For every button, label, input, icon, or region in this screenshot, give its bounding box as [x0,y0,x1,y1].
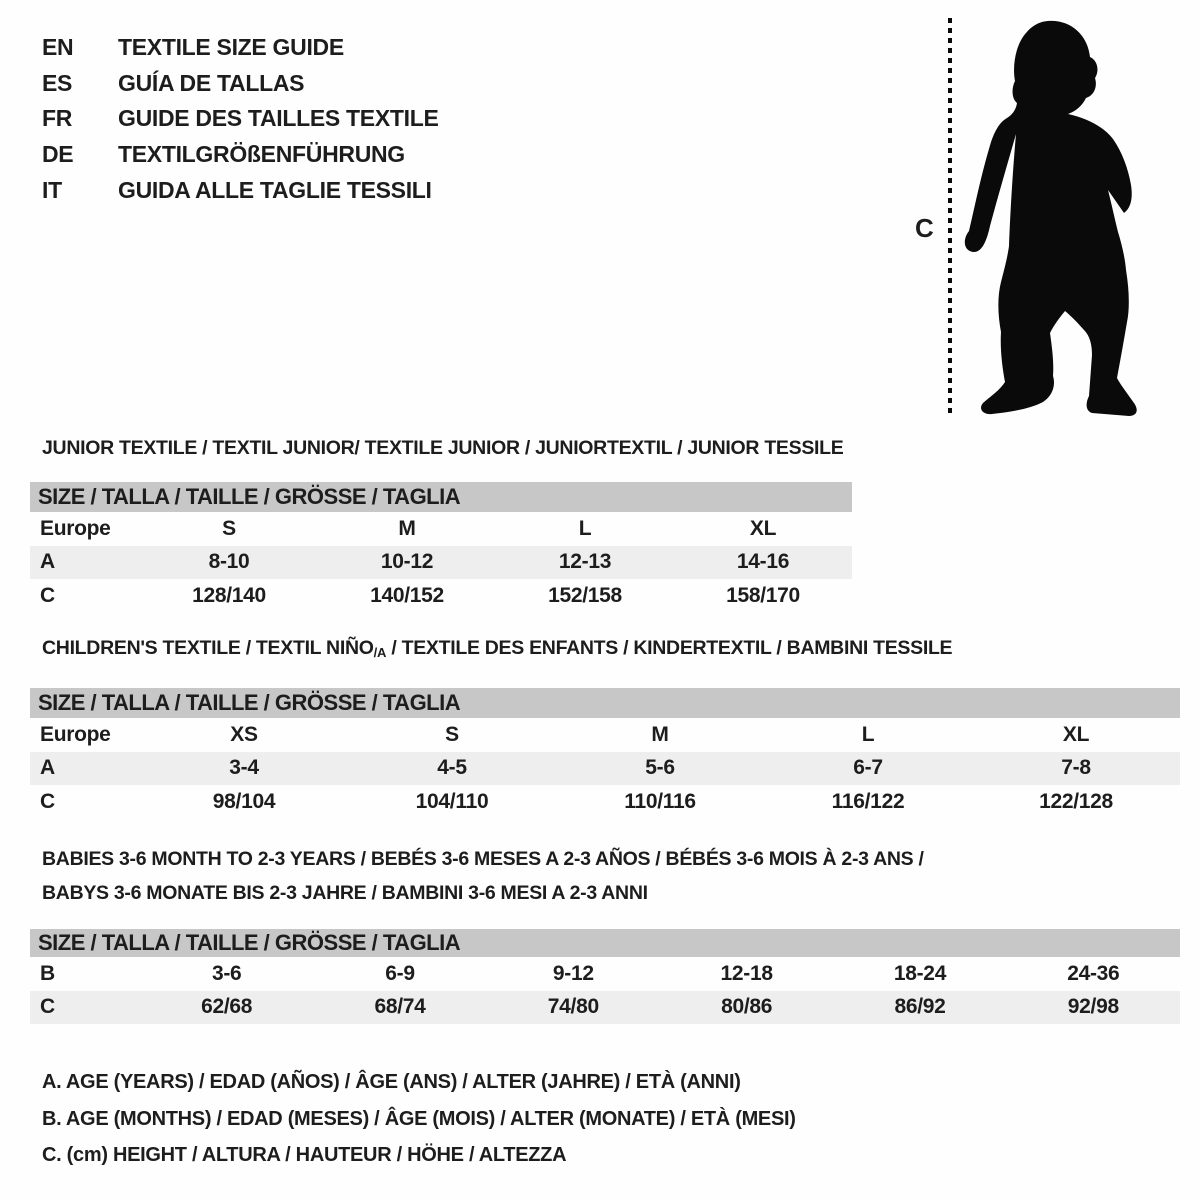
row-label: Europe [40,516,111,540]
table-row [30,546,852,580]
row-label: C [40,583,55,607]
language-row [42,66,439,102]
height-cell: 122/128 [1039,789,1113,813]
junior-size-table [30,482,852,613]
language-code: FR [42,105,73,132]
babies-title-line2: BABYS 3-6 MONATE BIS 2-3 JAHRE / BAMBINI 3-6 MESI A 2-3 ANNI [42,881,648,904]
age-cell: 18-24 [893,961,947,985]
height-cell: 128/140 [192,583,266,607]
height-cell: 140/152 [370,583,444,607]
height-cell: 86/92 [833,991,1006,1025]
footnote-c: C. (cm) HEIGHT / ALTURA / HAUTEUR / HÖHE / ALTEZZA [42,1144,567,1166]
footnote-b: B. AGE (MONTHS) / EDAD (MESES) / ÂGE (MOIS) / ALTER (MONATE) / ETÀ (MESI) [42,1107,796,1130]
footnote-a: A. AGE (YEARS) / EDAD (AÑOS) / ÂGE (ANS) / ALTER (JAHRE) / ETÀ (ANNI) [42,1071,741,1093]
language-title: TEXTILGRÖßENFÜHRUNG [118,141,405,168]
age-cell: 12-18 [720,961,773,985]
children-size-table [30,688,1180,819]
babies-title-line1: BABIES 3-6 MONTH TO 2-3 YEARS / BEBÉS 3-6 MESES A 2-3 AÑOS / BÉBÉS 3-6 MOIS À 2-3 ANS / [42,848,924,870]
language-code: ES [42,69,73,96]
height-cell: 92/98 [1007,991,1180,1025]
children-title-text: / TEXTILE DES ENFANTS / KINDERTEXTIL / BAMBINI TESSILE [386,637,953,659]
age-cell: 12-13 [496,546,674,580]
language-row [42,30,439,66]
footnote-legend [42,1064,796,1174]
age-cell: 6-7 [764,752,972,786]
size-cell: M [651,722,669,746]
language-title: GUIDE DES TAILLES TEXTILE [118,105,439,132]
table-row [30,752,1180,786]
table-row [30,579,852,613]
size-cell: XS [230,722,258,746]
size-cell: L [861,722,875,746]
height-measure-label: C [915,213,934,243]
height-cell: 110/116 [624,789,696,813]
row-label: Europe [40,722,111,746]
size-cell: S [222,516,236,540]
table-row [30,991,1180,1025]
junior-section-title: JUNIOR TEXTILE / TEXTIL JUNIOR/ TEXTILE JUNIOR / JUNIORTEXTIL / JUNIOR TESSILE [42,437,844,459]
size-header-bar: SIZE / TALLA / TAILLE / GRÖSSE / TAGLIA [30,482,852,512]
children-title-subscript: /A [373,645,387,660]
size-header-bar: SIZE / TALLA / TAILLE / GRÖSSE / TAGLIA [30,929,1180,957]
height-cell: 80/86 [660,991,833,1025]
row-label: C [30,991,140,1025]
table-row [30,512,852,546]
babies-section-title [42,843,924,910]
row-label: A [30,752,140,786]
height-cell: 158/170 [726,583,800,607]
age-cell: 8-10 [140,546,318,580]
row-label: A [30,546,140,580]
age-cell: 10-12 [318,546,496,580]
height-cell: 62/68 [140,991,313,1025]
table-row [30,718,1180,752]
age-cell: 4-5 [348,752,556,786]
babies-size-table [30,929,1180,1024]
language-code: DE [42,141,74,168]
age-cell: 7-8 [972,752,1180,786]
table-header-row [30,929,1180,957]
age-cell: 3-4 [140,752,348,786]
age-cell: 24-36 [1067,961,1120,985]
children-title-text: CHILDREN'S TEXTILE / TEXTIL NIÑO [42,637,374,659]
age-cell: 6-9 [385,961,415,985]
language-code: IT [42,176,62,203]
height-cell: 116/122 [831,789,905,813]
height-cell: 98/104 [212,789,276,813]
table-header-row [30,688,1180,718]
height-cell: 152/158 [548,583,622,607]
size-cell: XL [1062,722,1090,746]
size-cell: L [578,516,592,540]
age-cell: 5-6 [556,752,764,786]
language-title: GUIDA ALLE TAGLIE TESSILI [118,176,432,203]
height-cell: 68/74 [313,991,486,1025]
table-row [30,957,1180,991]
size-cell: M [398,516,416,540]
age-cell: 3-6 [211,961,242,985]
language-title: GUÍA DE TALLAS [118,69,305,96]
height-cell: 74/80 [487,991,660,1025]
size-cell: S [445,722,459,746]
language-title: TEXTILE SIZE GUIDE [118,34,344,61]
toddler-silhouette-icon [950,10,1150,420]
language-row [42,101,439,137]
language-code: EN [42,34,74,61]
age-cell: 9-12 [552,961,594,985]
row-label: C [40,789,55,813]
children-section-title [42,637,952,660]
table-row [30,785,1180,819]
height-cell: 104/110 [415,789,489,813]
language-row [42,172,439,208]
table-header-row [30,482,852,512]
size-cell: XL [749,516,777,540]
language-title-list [42,30,439,208]
row-label: B [40,961,55,985]
age-cell: 14-16 [674,546,852,580]
language-row [42,137,439,173]
size-header-bar: SIZE / TALLA / TAILLE / GRÖSSE / TAGLIA [30,688,1180,718]
